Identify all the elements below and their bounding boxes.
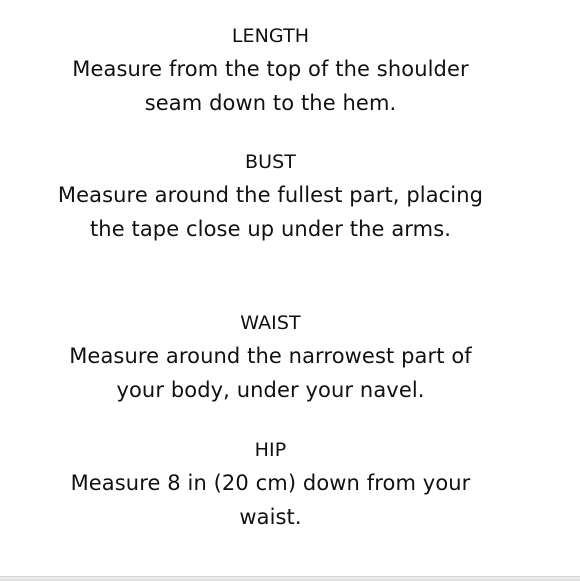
waist-section	[0, 307, 541, 407]
length-title: LENGTH	[231, 25, 310, 47]
hip-section	[0, 434, 541, 534]
waist-instructions: Measure around the narrowest part of your body, under your navel.	[69, 344, 472, 402]
waist-title: WAIST	[240, 312, 301, 334]
bust-section	[0, 146, 541, 246]
bust-instructions: Measure around the fullest part, placing the tape close up under the arms.	[57, 183, 484, 241]
hip-title: HIP	[254, 439, 287, 461]
bust-title: BUST	[244, 151, 296, 173]
hip-instructions: Measure 8 in (20 cm) down from your waist.	[70, 471, 471, 529]
length-instructions: Measure from the top of the shoulder seam down to the hem.	[72, 57, 469, 115]
bottom-divider	[0, 576, 580, 581]
length-section	[0, 20, 541, 120]
